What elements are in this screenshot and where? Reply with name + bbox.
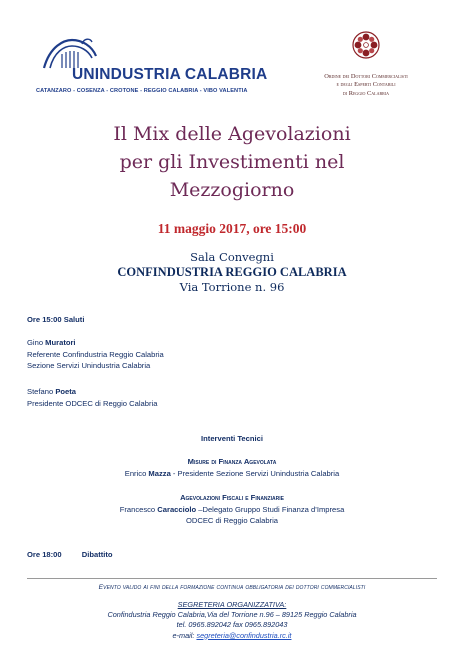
event-venue [0,250,464,295]
venue-address: Via Torrione n. 96 [179,280,285,294]
saluti-time: Ore 15:00 [27,315,62,324]
speaker-role: ODCEC di Reggio Calabria [185,516,278,526]
speaker-last-name: Poeta [55,387,76,396]
section-misure [0,456,464,479]
interventi-heading: Interventi Tecnici [201,434,263,443]
odcec-emblem-icon [351,30,381,60]
speaker-poeta [27,386,157,409]
title-line-2: per gli Investimenti nel [119,151,345,173]
secretariat-email-line [0,631,464,641]
unindustria-name: UNINDUSTRIA CALABRIA [72,66,268,83]
speaker-role: Sezione Servizi Unindustria Calabria [27,361,151,371]
speaker-first-name: Francesco [119,504,156,514]
speaker-last-name: Caracciolo [157,504,197,514]
email-label: e-mail: [172,630,197,640]
secretariat-address: Confindustria Reggio Calabria,Via del Torrione n.96 – 89125 Reggio Calabria [107,610,357,620]
saluti-label: Saluti [63,315,85,324]
unindustria-logo [36,36,268,106]
program-dibattito [27,549,113,561]
agevolazioni-heading: Agevolazioni Fiscali e Finanziarie [180,493,284,502]
email-link[interactable]: segreteria@confindustria.rc.it [196,630,292,640]
speaker-last-name: Mazza [148,468,171,478]
speaker-name [27,386,157,398]
venue-room: Sala Convegni [190,250,274,264]
speaker-name [27,337,164,349]
footer-divider [27,578,437,579]
title-line-3: Mezzogiorno [169,179,295,201]
misure-speaker [0,468,464,480]
odcec-line-1: Ordine dei Dottori Commercialisti [324,73,408,80]
speaker-first-name: Enrico [124,468,147,478]
program-saluti [27,314,84,326]
speaker-role: –Delegato Gruppo Studi Finanza d’Impresa [196,504,345,514]
speaker-first-name: Gino [27,338,44,347]
odcec-line-3: di Reggio Calabria [342,89,390,97]
secretariat-block [0,600,464,641]
event-date: 11 maggio 2017, ore 15:00 [157,221,307,236]
accreditation-note: Evento valido ai fini della formazione continua obbligatoria dei dottori commercialisti [98,584,366,591]
unindustria-emblem-icon [42,36,98,70]
secretariat-title: SEGRETERIA ORGANIZZATIVA: [177,600,287,609]
section-agevolazioni [0,492,464,527]
speaker-role: Referente Confindustria Reggio Calabria [27,349,164,359]
odcec-name [296,73,436,98]
dibattito-time: Ore 18:00 [27,550,62,559]
speaker-role: Presidente ODCEC di Reggio Calabria [27,398,158,408]
dibattito-label: Dibattito [81,550,113,559]
agevolazioni-speaker [0,504,464,516]
odcec-logo [296,30,436,110]
odcec-line-2: e degli Esperti Contabili [336,81,396,89]
speaker-last-name: Muratori [45,338,76,347]
speaker-muratori [27,337,164,372]
unindustria-cities: CATANZARO - COSENZA - CROTONE - REGGIO CALABRIA - VIBO VALENTIA [36,88,248,94]
venue-organization: CONFINDUSTRIA REGGIO CALABRIA [117,265,347,279]
speaker-role: - Presidente Sezione Servizi Unindustria Calabria [170,468,340,478]
secretariat-phone: tel. 0965.892042 fax 0965.892043 [176,620,288,630]
title-line-1: Il Mix delle Agevolazioni [113,123,351,145]
misure-heading: Misure di Finanza Agevolata [187,457,277,466]
event-title [0,120,464,204]
speaker-first-name: Stefano [27,387,54,396]
